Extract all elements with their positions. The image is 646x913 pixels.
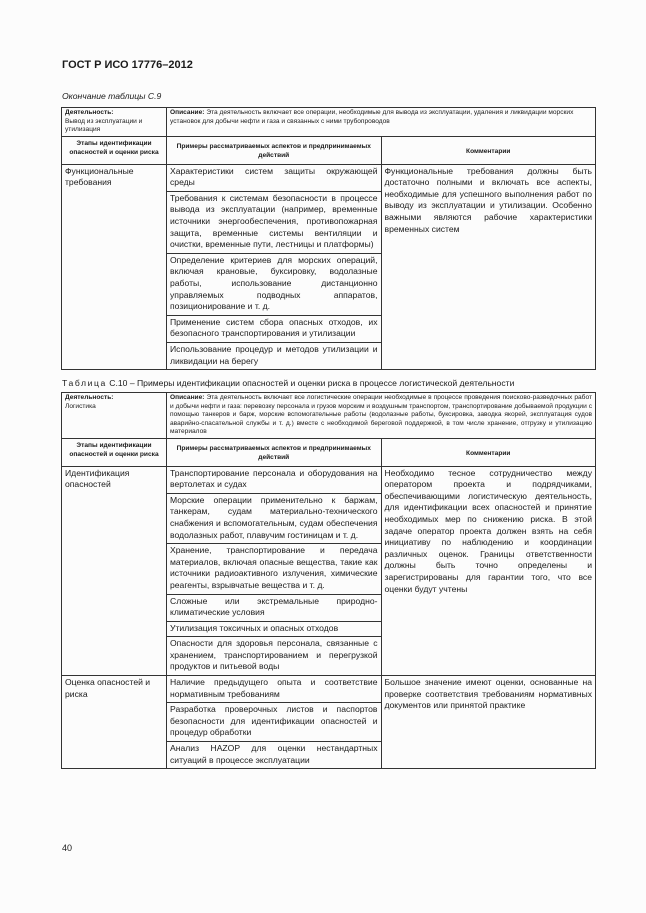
example-item: Анализ HAZOP для оценки нестандартных ситуаций в процессе эксплуатации: [170, 743, 378, 765]
stage-label: Идентификация опасностей: [65, 467, 130, 490]
example-item: Наличие предыдущего опыта и соответствие нормативным требованиям: [167, 676, 381, 703]
example-item: Опасности для здоровья персонала, связанные с хранением, транспортированием и перегрузкой продуктов и питьевой воды: [170, 638, 378, 672]
example-item: Определение критериев для морских операций, включая крановые, буксировку, водолазные работы, использование дистанционно управляемых подводных аппаратов, позиционирование и т. д.: [167, 254, 381, 316]
table2-caption: [62, 378, 514, 388]
table2-col-header-examples: Примеры рассматриваемых аспектов и предпринимаемых действий: [167, 438, 382, 466]
table1-description-cell: [167, 108, 596, 137]
table2-caption-word: Таблица: [62, 378, 107, 388]
table2-col-header-comments: Комментарии: [381, 438, 596, 466]
table2-description-cell: [167, 393, 596, 439]
table2-activity-cell: [62, 393, 167, 439]
table2-description-text: Эта деятельность включает все логистические операции необходимые в процессе проведения поисково-разведочных работ и добычи нефти и газа: перевозку персонала и грузов морским и воздушным транспортом, транспортирование добываемой продукции с помощью танкеров и барж, морские вспомогательные работы (водолазные работы, буксировка, заводка якорей, эксплуатация судов аварийно-спасательной службы и т. д.) вместе с необходимой береговой поддержкой, в том числе хранение, отгрузку и утилизацию материалов: [170, 394, 592, 436]
table1-description-label: Описание:: [170, 109, 205, 116]
example-item: Морские операции применительно к баржам, танкерам, судам материально-технического снабжения и вспомогательным, судам обеспечения водолазных работ, плавучим гостиницам и т. д.: [167, 494, 381, 544]
table2-activity-label: Деятельность:: [65, 394, 114, 401]
table2-description-label: Описание:: [170, 394, 205, 401]
table2-row-identification: [62, 466, 596, 676]
table2-caption-text: С.10 – Примеры идентификации опасностей и оценки риска в процессе логистической деятельности: [106, 378, 515, 388]
table2-examples-cell: [167, 466, 382, 676]
example-item: Хранение, транспортирование и передача материалов, включая опасные вещества, такие как источники радиоактивного излучения, химические реагенты, взрывчатые вещества и т. д.: [167, 544, 381, 594]
table2-activity-value: Логистика: [65, 402, 96, 410]
table-c10: [61, 392, 596, 769]
table1-stage-cell: [62, 164, 167, 370]
table1-row-functional: [62, 164, 596, 370]
table1-header-row: [62, 137, 596, 165]
table1-col-header-examples: Примеры рассматриваемых аспектов и предпринимаемых действий: [167, 137, 382, 165]
comment-text: Необходимо тесное сотрудничество между оператором проекта и подрядчиками, обеспечивающими логистическую деятельность, для идентификации всех опасностей и принятие необходимых мер по снижению риска. В этой задаче оператор проекта должен взять на себя инициативу по наблюдению и координации различных оценок. Границы ответственности должны быть точно определены и зарегистрированы для гарантии того, что все оценки будут учтены: [384, 467, 592, 594]
table2-row-assessment: [62, 676, 596, 769]
example-item: Характеристики систем защиты окружающей среды: [167, 165, 381, 192]
table2-comment-cell: [381, 676, 596, 769]
table1-examples-cell: [167, 164, 382, 370]
document-title: ГОСТ Р ИСО 17776–2012: [62, 59, 193, 71]
table2-col-header-stage: Этапы идентификации опасностей и оценки риска: [62, 438, 167, 466]
example-item: Разработка проверочных листов и паспортов безопасности для идентификации опасностей и процедур обработки: [167, 703, 381, 742]
table2-stage-cell: [62, 676, 167, 769]
example-item: Утилизация токсичных и опасных отходов: [167, 622, 381, 638]
example-item: Применение систем сбора опасных отходов, их безопасного транспортирования и утилизации: [167, 316, 381, 343]
table2-header-row: [62, 438, 596, 466]
example-item: Использование процедур и методов утилизации и ликвидации на берегу: [170, 343, 378, 366]
example-item: Транспортирование персонала и оборудования на вертолетах и судах: [167, 467, 381, 494]
example-item: Сложные или экстремальные природно-климатические условия: [167, 595, 381, 622]
table1-activity-row: [62, 108, 596, 137]
stage-label: Функциональные требования: [65, 165, 134, 188]
table1-activity-label: Деятельность:: [65, 109, 114, 116]
table1-activity-cell: [62, 108, 167, 137]
table2-comment-cell: [381, 466, 596, 676]
table1-caption: Окончание таблицы С.9: [62, 91, 162, 101]
page-number: 40: [62, 843, 73, 853]
comment-text: Функциональные требования должны быть достаточно полными и включать все аспекты, необходимые для успешного выполнения работ по выводу из эксплуатации и утилизации. Особенно важными являются рабочие характеристики временных систем: [384, 165, 592, 234]
example-item: Требования к системам безопасности в процессе вывода из эксплуатации (например, временные источники энергообеспечения, противопожарная защита, временные системы вентиляции и очистки, временные пути, лестницы и платформы): [167, 192, 381, 254]
table2-activity-row: [62, 393, 596, 439]
table1-activity-value: Вывод из эксплуатации и утилизация: [65, 117, 143, 134]
table1-col-header-comments: Комментарии: [381, 137, 596, 165]
table1-comment-cell: [381, 164, 596, 370]
table1-col-header-stage: Этапы идентификации опасностей и оценки риска: [62, 137, 167, 165]
table1-description-text: Эта деятельность включает все операции, необходимые для вывода из эксплуатации, удаления и ликвидации морских установок для добычи нефти и газа и связанных с ними трубопроводов: [170, 109, 574, 125]
stage-label: Оценка опасностей и риска: [65, 677, 151, 699]
table2-examples-cell: [167, 676, 382, 769]
table-c9-end: [61, 107, 596, 370]
table2-stage-cell: [62, 466, 167, 676]
comment-text: Большое значение имеют оценки, основанные на проверке соответствия требованиям нормативных документов или принятой практике: [384, 677, 592, 711]
